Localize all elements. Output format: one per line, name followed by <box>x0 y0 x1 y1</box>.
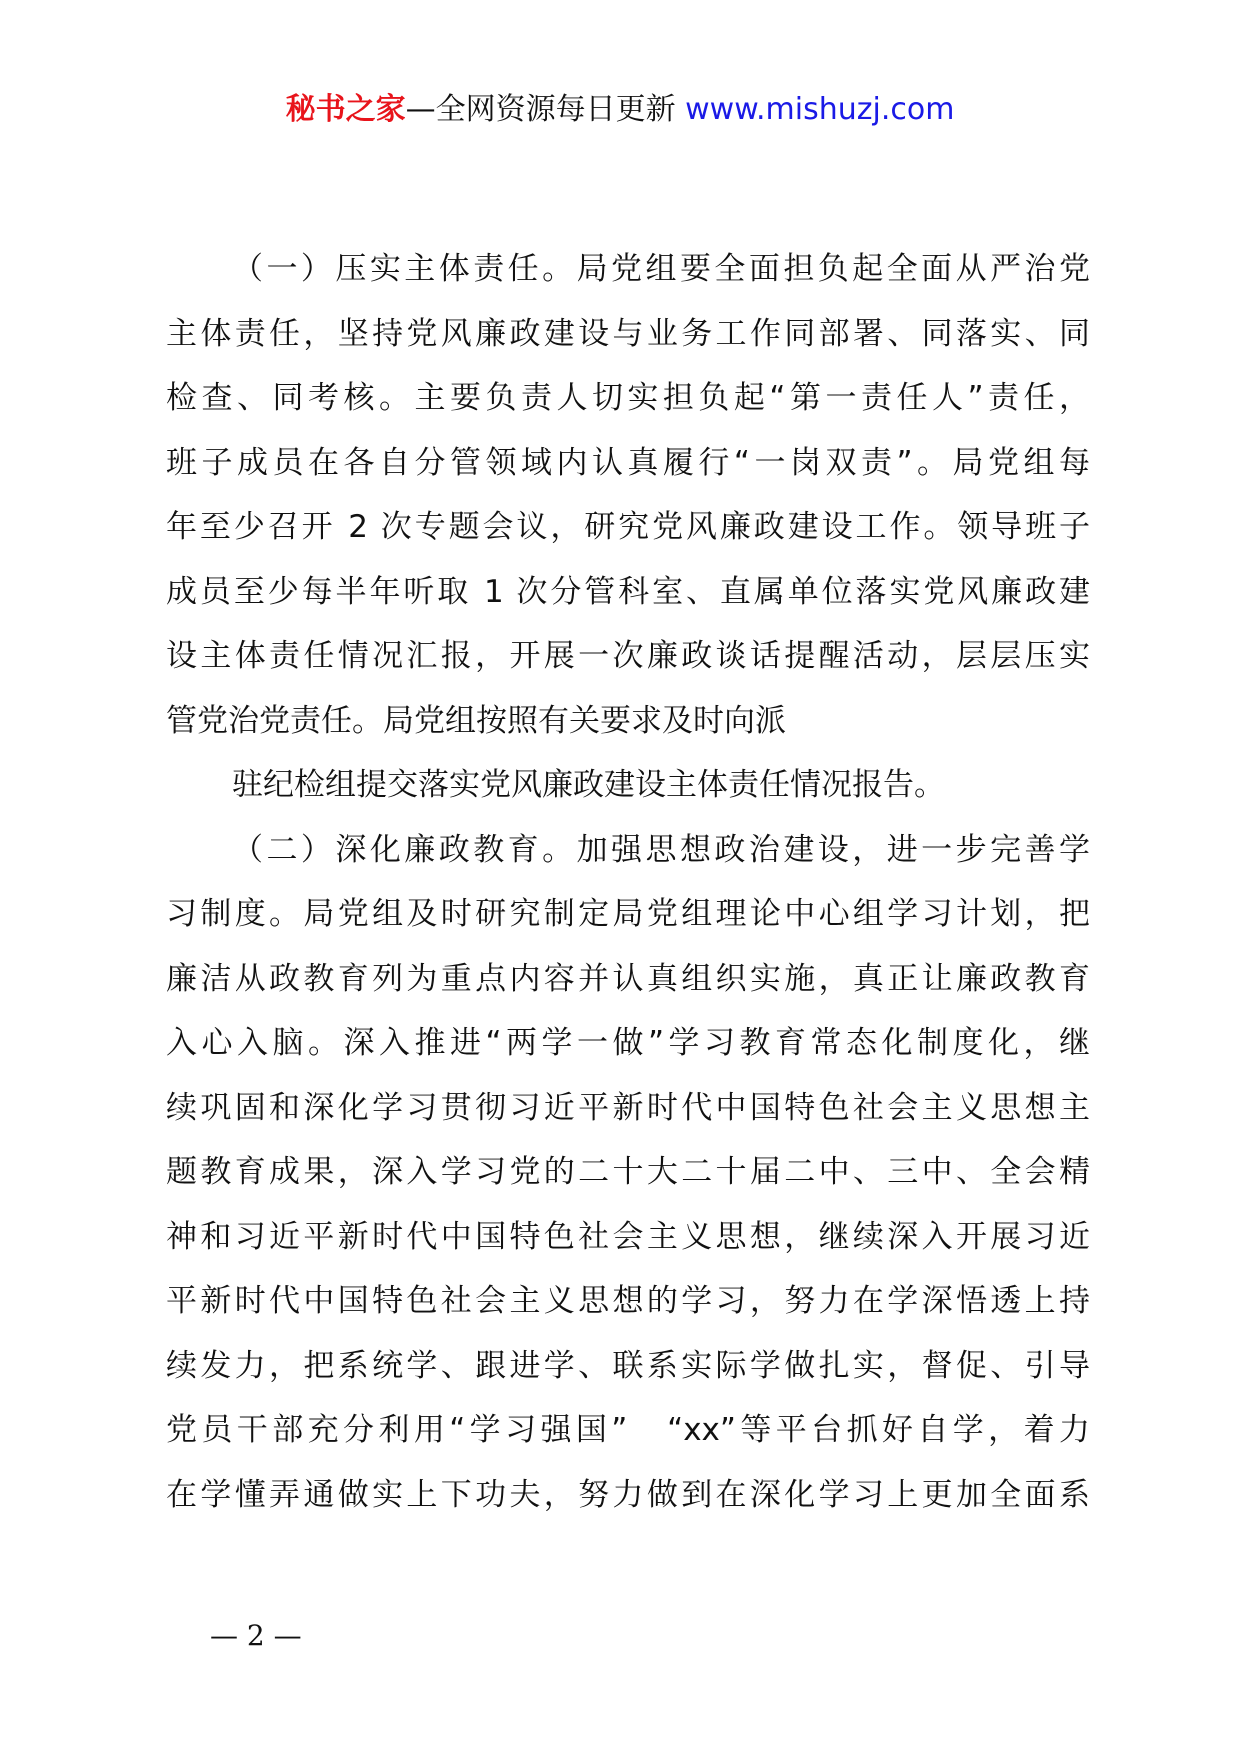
text-line: 在学懂弄通做实上下功夫，努力做到在深化学习上更加全面系 <box>166 1476 1090 1513</box>
document-body <box>166 237 1090 1527</box>
text-line: 续发力，把系统学、跟进学、联系实际学做扎实，督促、引导 <box>166 1347 1090 1384</box>
text-line: 设主体责任情况汇报，开展一次廉政谈话提醒活动，层层压实 <box>166 638 1090 674</box>
text-line: 班子成员在各自分管领域内认真履行“一岗双责”。局党组每 <box>166 444 1090 481</box>
text-line: 主体责任，坚持党风廉政建设与业务工作同部署、同落实、同 <box>166 315 1090 352</box>
page-number: — 2 — <box>210 1619 302 1652</box>
site-header <box>0 88 1240 132</box>
text-line: 入心入脑。深入推进“两学一做”学习教育常态化制度化，继 <box>166 1025 1090 1061</box>
text-line: 年至少召开 2 次专题会议，研究党风廉政建设工作。领导班子 <box>166 509 1090 545</box>
site-url[interactable]: www.mishuzj.com <box>685 92 955 127</box>
text-line: 成员至少每半年听取 1 次分管科室、直属单位落实党风廉政建 <box>166 573 1090 610</box>
text-line: （一）压实主体责任。局党组要全面担负起全面从严治党 <box>232 251 1090 287</box>
text-line: 管党治党责任。局党组按照有关要求及时向派 <box>166 702 786 739</box>
text-line: 平新时代中国特色社会主义思想的学习，努力在学深悟透上持 <box>166 1283 1090 1319</box>
text-line: 习制度。局党组及时研究制定局党组理论中心组学习计划，把 <box>166 896 1090 932</box>
text-line: 驻纪检组提交落实党风廉政建设主体责任情况报告。 <box>232 767 945 803</box>
text-line: 检查、同考核。主要负责人切实担负起“第一责任人”责任， <box>166 380 1090 416</box>
text-line: 神和习近平新时代中国特色社会主义思想，继续深入开展习近 <box>166 1218 1090 1255</box>
text-line: 续巩固和深化学习贯彻习近平新时代中国特色社会主义思想主 <box>166 1089 1090 1126</box>
text-line: 题教育成果，深入学习党的二十大二十届二中、三中、全会精 <box>166 1154 1090 1190</box>
text-line: 党员干部充分利用“学习强国” “xx”等平台抓好自学，着力 <box>166 1412 1090 1448</box>
text-line: （二）深化廉政教育。加强思想政治建设，进一步完善学 <box>232 831 1090 868</box>
site-tagline: —全网资源每日更新 <box>405 92 686 127</box>
text-line: 廉洁从政教育列为重点内容并认真组织实施，真正让廉政教育 <box>166 960 1090 997</box>
site-brand: 秘书之家 <box>285 92 406 127</box>
